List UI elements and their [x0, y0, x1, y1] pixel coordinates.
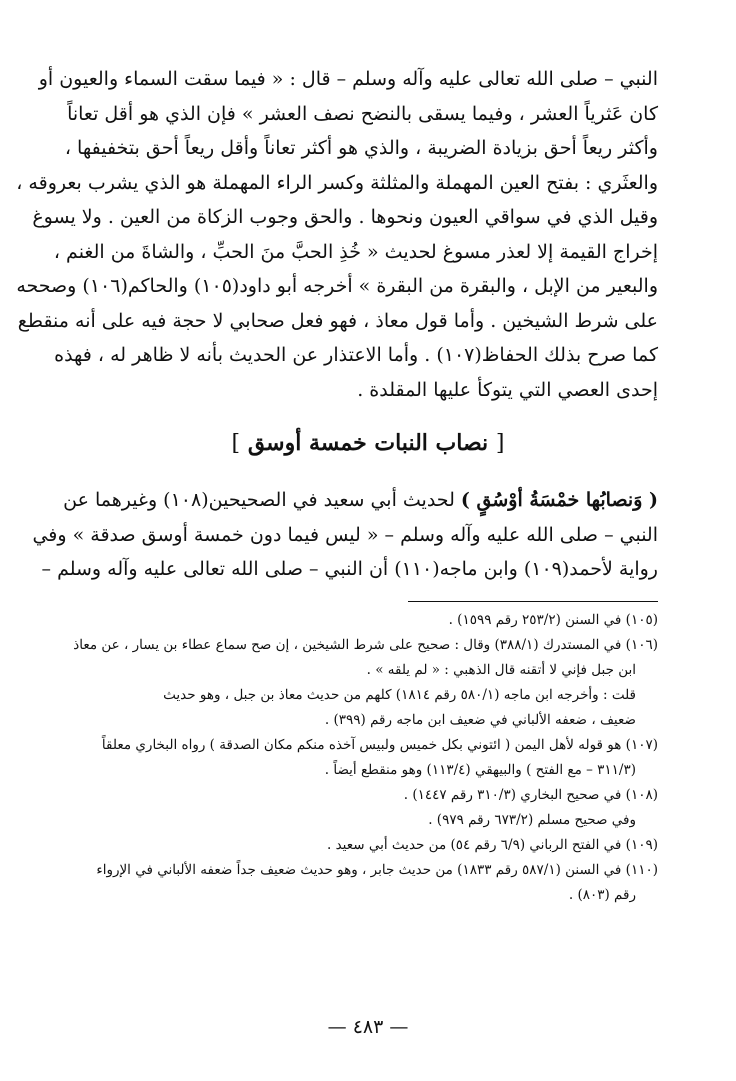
text-line: النبي – صلى الله تعالى عليه وآله وسلم – قال : « فيما سقت السماء والعيون أو — [38, 68, 658, 90]
footnote-line: (٣١١/٣ – مع الفتح ) والبيهقي (١١٣/٤) وهو منقطع أيضاً . — [324, 761, 636, 778]
footnote-line: (١٠٦) في المستدرك (٣٨٨/١) وقال : صحيح على شرط الشيخين ، إن صح سماع عطاء بن يسار ، عن معاذ — [73, 636, 658, 653]
text-line: رواية لأحمد(١٠٩) وابن ماجه(١١٠) أن النبي – صلى الله تعالى عليه وآله وسلم – — [41, 558, 658, 580]
heading-text: نصاب النبات خمسة أوسق — [247, 430, 489, 456]
footnotes — [73, 608, 658, 908]
footnote-line: (١٠٥) في السنن (٢٥٣/٢ رقم ١٥٩٩) . — [448, 611, 658, 628]
footnote-line: (١٠٨) في صحيح البخاري (٣١٠/٣ رقم ١٤٤٧) . — [403, 786, 658, 803]
footnote-line: رقم (٨٠٣) . — [568, 886, 636, 903]
text-line: كما صرح بذلك الحفاظ(١٠٧) . وأما الاعتذار عن الحديث بأنه لا ظاهر له ، فهذه — [54, 344, 658, 366]
text-line: كان عَثرياً العشر ، وفيما يسقى بالنضح نصف العشر » فإن الذي هو أقل تعاناً — [67, 102, 658, 125]
text-line: وقيل الذي في سواقي العيون ونحوها . والحق وجوب الزكاة من العين . ولا يسوغ — [32, 206, 658, 228]
paragraph-nisab — [32, 483, 658, 587]
text-line: إحدى العصي التي يتوكأ عليها المقلدة . — [357, 378, 658, 401]
paragraph-main — [16, 62, 658, 407]
heading-bracket-close: ] — [231, 431, 241, 456]
footnote-line: ابن جبل فإني لا أتقنه قال الذهبي : « لم يلقه » . — [366, 661, 636, 678]
page-number: — ٤٨٣ — — [327, 1016, 409, 1038]
footnote-line: قلت : وأخرجه ابن ماجه (٥٨٠/١ رقم ١٨١٤) كلهم من حديث معاذ بن جبل ، وهو حديث — [163, 686, 636, 703]
heading-bracket-open: [ — [495, 431, 505, 456]
footnote-line: ضعيف ، ضعفه الألباني في ضعيف ابن ماجه رقم (٣٩٩) . — [324, 711, 636, 728]
text-line: والبعير من الإبل ، والبقرة من البقرة » أخرجه أبو داود(١٠٥) والحاكم(١٠٦) وصححه — [16, 275, 658, 297]
footnote-separator — [408, 601, 658, 602]
sharh-text: لحديث أبي سعيد في الصحيحين(١٠٨) وغيرهما عن — [63, 489, 461, 511]
text-line: وأكثر ريعاً أحق بزيادة الضريبة ، والذي هو أكثر تعاناً وأقل ريعاً أحق بتخفيفها ، — [64, 137, 658, 159]
text-line: النبي – صلى الله عليه وآله وسلم – « ليس فيما دون خمسة أوسق صدقة » وفي — [32, 523, 658, 546]
text-line: على شرط الشيخين . وأما قول معاذ ، فهو فعل صحابي لا حجة فيه على أنه منقطع — [17, 309, 658, 332]
footnote-line: (١٠٧) هو قوله لأهل اليمن ( ائتوني بكل خميس ولبيس آخذه منكم مكان الصدقة ) رواه البخاري معلقاً — [101, 736, 658, 753]
text-line: والعثَري : بفتح العين المهملة والمثلثة وكسر الراء المهملة هو الذي يشرب بعروقه ، — [16, 171, 658, 194]
text-line — [63, 483, 658, 518]
text-line: إخراج القيمة إلا لعذر مسوغ لحديث « خُذِ الحبَّ منَ الحبِّ ، والشاةَ من الغنم ، — [53, 240, 658, 263]
section-heading — [78, 425, 658, 461]
footnote-line: وفي صحيح مسلم (٦٧٣/٢ رقم ٩٧٩) . — [428, 811, 636, 828]
footnote-line: (١١٠) في السنن (٥٨٧/١ رقم ١٨٣٣) من حديث جابر ، وهو حديث ضعيف جداً ضعفه الألباني في الإرواء — [96, 861, 658, 878]
footnote-line: (١٠٩) في الفتح الرباني (٦/٩ رقم ٥٤) من حديث أبي سعيد . — [327, 836, 658, 853]
matn-text: ( وَنصابُها خمْسَةُ أوْسُقٍ ) — [460, 489, 658, 511]
